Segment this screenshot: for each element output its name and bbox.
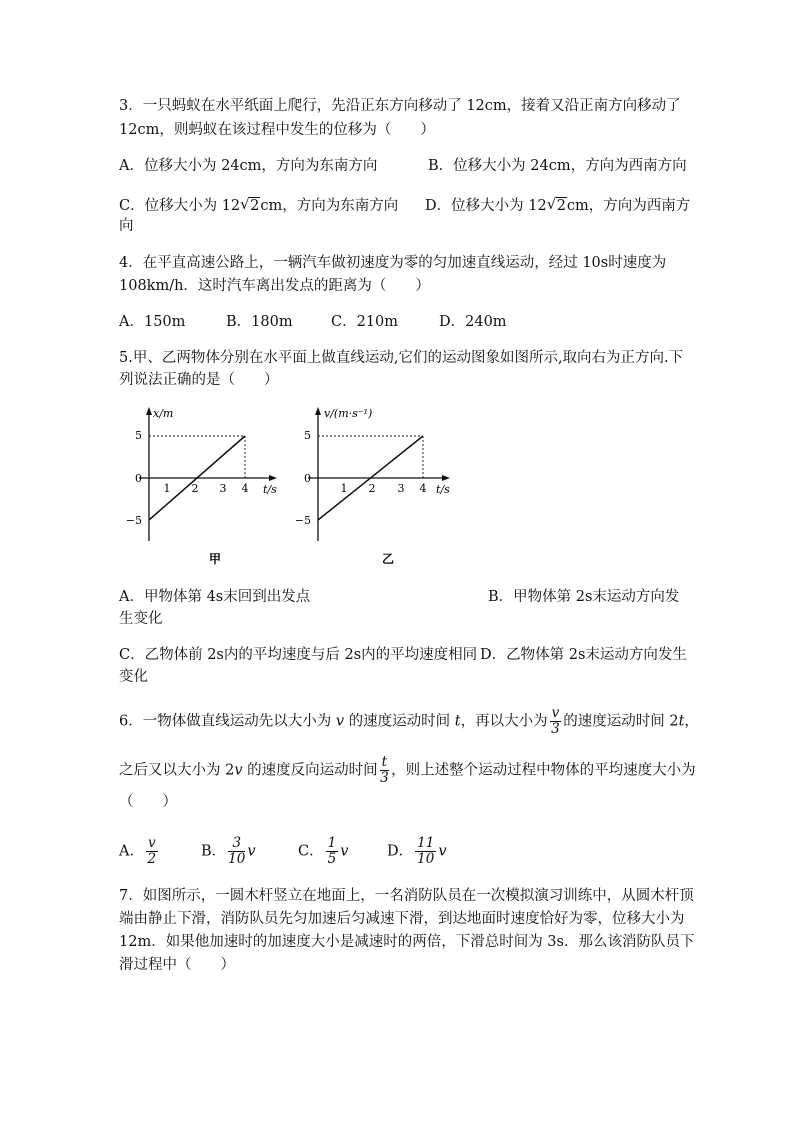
q5-option-a: A．甲物体第 4s末回到出发点 bbox=[119, 589, 311, 605]
q3-option-d-post: cm，方向为西南方 bbox=[566, 198, 691, 214]
q5-option-c: C．乙物体前 2s内的平均速度与后 2s内的平均速度相同 bbox=[119, 647, 478, 663]
option-label: C． bbox=[298, 843, 324, 860]
sqrt-symbol bbox=[547, 196, 567, 216]
text-segment: 6．一物体做直线运动先以大小为 bbox=[119, 713, 336, 730]
sqrt-radicand: 2 bbox=[250, 198, 260, 214]
q3-stem-line2: 12cm，则蚂蚁在该过程中发生的位移为（ ） bbox=[119, 122, 435, 138]
q3-option-d bbox=[425, 196, 690, 216]
q5-option-d-wrap: 变化 bbox=[119, 669, 148, 685]
y-axis-arrow bbox=[315, 407, 321, 415]
fraction bbox=[380, 755, 389, 786]
q3-option-c-pre: C．位移大小为 12 bbox=[119, 198, 241, 214]
q3-option-d-wrap: 向 bbox=[119, 218, 134, 234]
var-t: t bbox=[454, 713, 461, 730]
text-segment: 的速度运动时间 bbox=[344, 713, 455, 730]
fraction-numerator: 11 bbox=[417, 835, 435, 851]
q7-stem-line2: 端由静止下滑，消防队员先匀加速后匀减速下滑，到达地面时速度恰好为零，位移大小为 bbox=[119, 911, 685, 927]
fraction-denominator: 10 bbox=[417, 851, 435, 867]
q4-option-a: A．150m bbox=[119, 314, 186, 330]
x-tick-3: 3 bbox=[397, 482, 405, 495]
y-tick-neg5: −5 bbox=[125, 514, 142, 527]
y-tick-0: 0 bbox=[135, 472, 142, 485]
fraction-numerator: 1 bbox=[327, 835, 337, 851]
x-axis-label: t/s bbox=[436, 483, 450, 496]
fraction bbox=[228, 836, 245, 867]
q3-option-a: A．位移大小为 24cm，方向为东南方向 bbox=[119, 158, 378, 174]
q3-option-c bbox=[119, 196, 398, 216]
y-axis-arrow bbox=[146, 407, 152, 415]
var-v: v bbox=[247, 843, 256, 860]
x-tick-4: 4 bbox=[419, 482, 427, 495]
sqrt-symbol bbox=[240, 196, 260, 216]
fraction bbox=[415, 836, 436, 867]
y-axis-label: v/(m·s⁻¹) bbox=[324, 407, 373, 420]
q6-stem-line3: （ ） bbox=[119, 794, 177, 810]
var-v: v bbox=[335, 713, 345, 730]
q5-stem-line1: 5.甲、乙两物体分别在水平面上做直线运动,它们的运动图象如图所示,取向右为正方向.下 bbox=[119, 350, 684, 366]
var-v: v bbox=[340, 843, 349, 860]
q4-stem-line1: 4．在平直高速公路上，一辆汽车做初速度为零的匀加速直线运动，经过 10s时速度为 bbox=[119, 255, 667, 271]
chart-title: 乙 bbox=[381, 552, 395, 566]
y-tick-0: 0 bbox=[304, 472, 311, 485]
text-segment: 的速度运动时间 2 bbox=[563, 713, 679, 730]
q4-option-b: B．180m bbox=[226, 314, 293, 330]
text-segment: ， bbox=[684, 713, 699, 730]
sqrt-radicand: 2 bbox=[556, 198, 566, 214]
x-tick-4: 4 bbox=[241, 482, 249, 495]
q7-stem-line3: 12m．如果他加速时的加速度大小是减速时的两倍，下滑总时间为 3s．那么该消防队员下 bbox=[119, 934, 695, 950]
q7-stem-line1: 7．如图所示，一圆木杆竖立在地面上，一名消防队员在一次模拟演习训练中，从圆木杆顶 bbox=[119, 888, 694, 904]
option-label: D． bbox=[387, 843, 414, 860]
x-tick-1: 1 bbox=[340, 482, 348, 495]
q4-option-d: D．240m bbox=[439, 314, 507, 330]
option-label: B． bbox=[201, 843, 227, 860]
x-tick-3: 3 bbox=[219, 482, 227, 495]
q4-option-c: C．210m bbox=[331, 314, 399, 330]
x-tick-2: 2 bbox=[368, 482, 376, 495]
q3-stem-line1: 3．一只蚂蚁在水平纸面上爬行，先沿正东方向移动了 12cm，接着又沿正南方向移动了 bbox=[119, 98, 681, 114]
text-segment: 之后又以大小为 2 bbox=[119, 762, 235, 779]
var-t: t bbox=[678, 713, 685, 730]
q6-option-a bbox=[119, 836, 160, 867]
y-tick-5: 5 bbox=[304, 429, 311, 442]
fraction-numerator: v bbox=[551, 705, 560, 721]
x-tick-1: 1 bbox=[163, 482, 171, 495]
q4-stem-line2: 108km/h．这时汽车离出发点的距离为（ ） bbox=[119, 278, 430, 294]
x-axis-label: t/s bbox=[263, 483, 277, 496]
q6-stem-line1 bbox=[119, 706, 699, 737]
q5-option-b: B．甲物体第 2s末运动方向发 bbox=[488, 589, 680, 605]
q5-stem-line2: 列说法正确的是（ ） bbox=[119, 372, 279, 388]
q5-option-d: D．乙物体第 2s末运动方向发生 bbox=[480, 647, 687, 663]
q6-option-c bbox=[298, 836, 348, 867]
x-tick-2: 2 bbox=[191, 482, 199, 495]
fraction-numerator: 3 bbox=[228, 836, 245, 852]
chart-yi bbox=[294, 403, 473, 573]
var-v: v bbox=[234, 762, 243, 779]
fraction-denominator: 3 bbox=[380, 770, 389, 786]
option-label: A． bbox=[119, 843, 144, 860]
y-tick-neg5: −5 bbox=[294, 514, 311, 527]
text-segment: 的速度反向运动时间 bbox=[242, 762, 378, 779]
fraction-denominator: 3 bbox=[551, 721, 560, 737]
q3-option-b: B．位移大小为 24cm，方向为西南方向 bbox=[428, 158, 687, 174]
chart-title: 甲 bbox=[208, 552, 222, 566]
q6-option-b bbox=[201, 836, 256, 867]
fraction-denominator: 5 bbox=[327, 851, 337, 867]
q6-option-d bbox=[387, 836, 447, 867]
y-tick-5: 5 bbox=[135, 429, 142, 442]
fraction bbox=[550, 706, 562, 737]
text-segment: ，则上述整个运动过程中物体的平均速度大小为 bbox=[391, 762, 696, 779]
q7-stem-line4: 滑过程中（ ） bbox=[119, 957, 235, 973]
fraction bbox=[326, 836, 339, 867]
text-segment: ，再以大小为 bbox=[460, 713, 548, 730]
fraction-numerator: t bbox=[381, 754, 388, 770]
fraction bbox=[146, 836, 158, 867]
q3-option-d-pre: D．位移大小为 12 bbox=[425, 198, 547, 214]
fraction-denominator: 10 bbox=[228, 851, 246, 867]
x-axis-arrow bbox=[269, 475, 277, 481]
q5-option-b-wrap: 生变化 bbox=[119, 611, 163, 627]
q6-stem-line2 bbox=[119, 755, 696, 786]
x-axis-arrow bbox=[442, 475, 450, 481]
q3-option-c-post: cm，方向为东南方向 bbox=[260, 198, 399, 214]
chart-jia bbox=[125, 403, 295, 573]
fraction-numerator: v bbox=[147, 835, 156, 851]
y-axis-label: x/m bbox=[153, 407, 174, 420]
var-v: v bbox=[438, 843, 447, 860]
fraction-denominator: 2 bbox=[147, 851, 157, 867]
